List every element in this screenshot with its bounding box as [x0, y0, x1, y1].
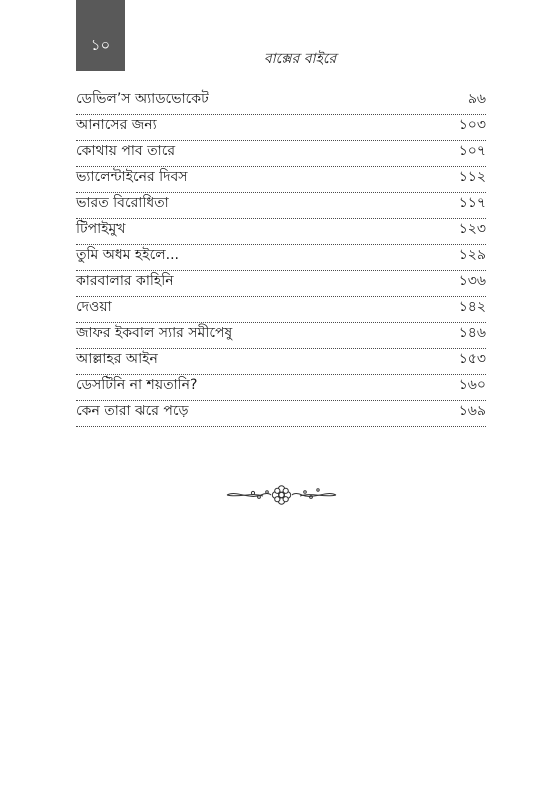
floral-divider-icon — [225, 484, 338, 506]
toc-entry-title: টিপাইমুখ — [76, 221, 126, 237]
toc-entry-page: ১৫৩ — [458, 351, 486, 367]
toc-entry-page: ১৪৬ — [458, 325, 486, 341]
toc-entry-page: ১০৭ — [458, 143, 486, 159]
toc-entry-title: ভারত বিরোধিতা — [76, 195, 169, 211]
toc-entry-title: আনাসের জন্য — [76, 117, 157, 133]
toc-entry-page: ১১৭ — [458, 195, 486, 211]
toc-entry-title: কোথায় পাব তারে — [76, 143, 176, 159]
toc-entry-title: জাফর ইকবাল স্যার সমীপেষু — [76, 325, 233, 341]
toc-entry-page: ১২৯ — [458, 247, 486, 263]
toc-entry[interactable] — [76, 167, 486, 193]
toc-entry-title: ডেসটিনি না শয়তানি? — [76, 377, 198, 393]
toc-entry[interactable] — [76, 271, 486, 297]
toc-entry-page: ১১২ — [458, 169, 486, 185]
toc-entry[interactable] — [76, 375, 486, 401]
toc-entry-title: ডেভিল’স অ্যাডভোকেট — [76, 91, 209, 107]
running-title: বাক্সের বাইরে — [263, 51, 337, 67]
toc-entry[interactable] — [76, 323, 486, 349]
toc-entry-page: ৯৬ — [467, 91, 486, 107]
toc-entry-title: আল্লাহর আইন — [76, 351, 158, 367]
toc-entry[interactable] — [76, 141, 486, 167]
toc-entry-page: ১৬০ — [458, 377, 486, 393]
toc-entry-title: ভ্যালেন্টাইনের দিবস — [76, 169, 188, 185]
toc-entry-page: ১৩৬ — [458, 273, 486, 289]
toc-entry[interactable] — [76, 115, 486, 141]
toc-entry[interactable] — [76, 219, 486, 245]
toc-entry-page: ১৬৯ — [458, 403, 486, 419]
toc-entry[interactable] — [76, 245, 486, 271]
toc-entry-page: ১২৩ — [458, 221, 486, 237]
toc-entry[interactable] — [76, 89, 486, 115]
page-number: ১০ — [90, 36, 111, 54]
toc-entry-page: ১৪২ — [458, 299, 486, 315]
toc-entry-title: কেন তারা ঝরে পড়ে — [76, 403, 189, 419]
table-of-contents — [76, 89, 486, 427]
toc-entry-title: দেওয়া — [76, 299, 112, 315]
toc-entry[interactable] — [76, 297, 486, 323]
toc-entry[interactable] — [76, 401, 486, 427]
toc-entry[interactable] — [76, 193, 486, 219]
toc-entry-title: তুমি অধম হইলে... — [76, 247, 179, 263]
toc-entry-page: ১০৩ — [458, 117, 486, 133]
toc-entry-title: কারবালার কাহিনি — [76, 273, 174, 289]
page-number-tab — [76, 0, 125, 71]
toc-entry[interactable] — [76, 349, 486, 375]
